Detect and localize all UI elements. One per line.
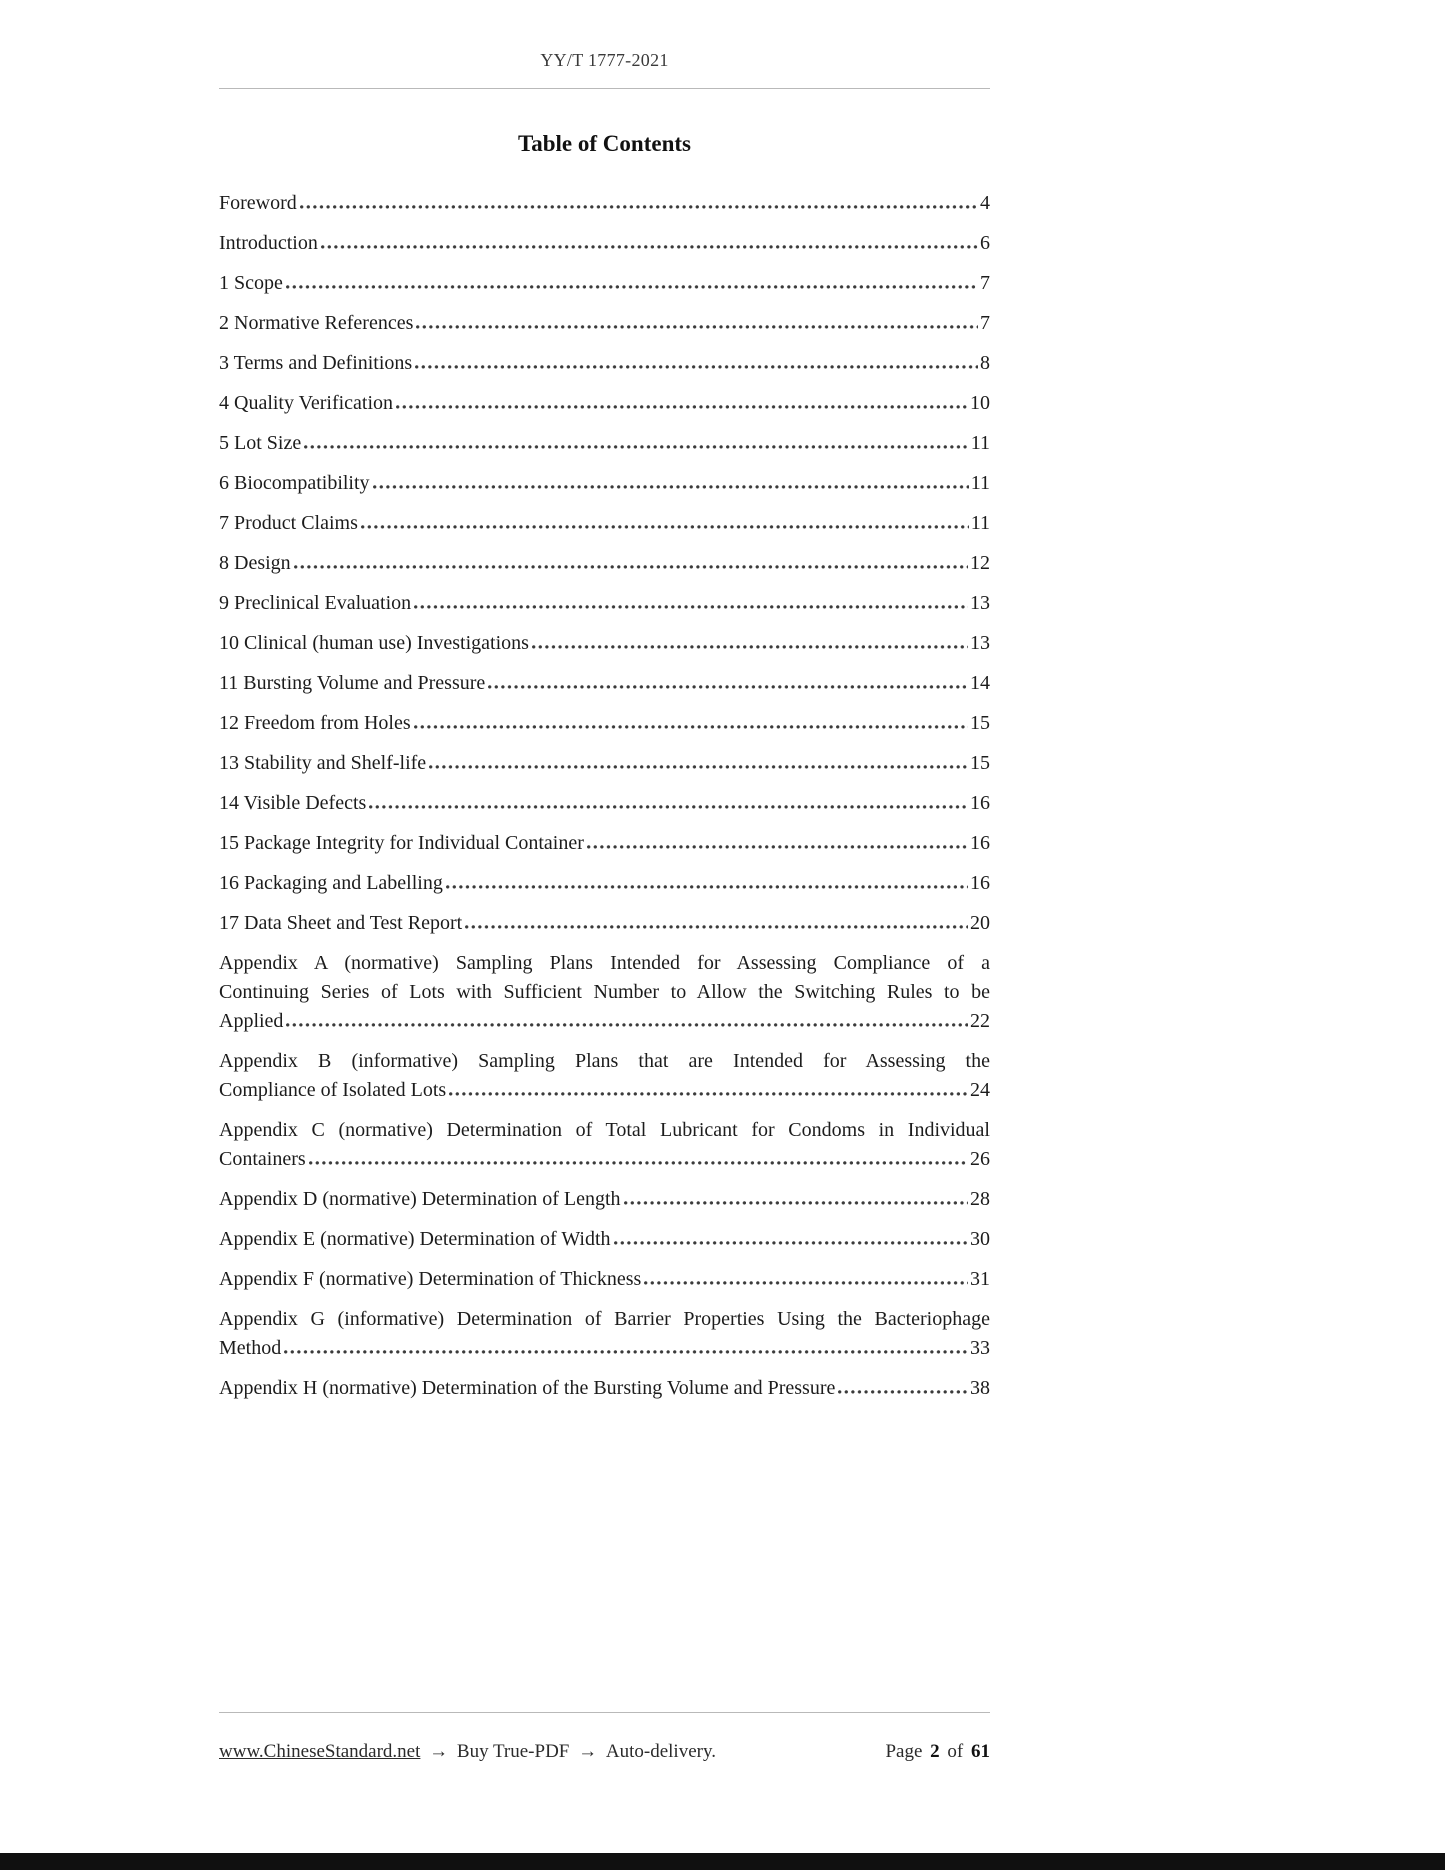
dot-leader: [644, 1281, 968, 1285]
dot-leader: [587, 845, 968, 849]
dot-leader: [361, 525, 969, 529]
toc-entry: [219, 709, 990, 738]
toc-entry-row: [219, 869, 990, 898]
toc-entry-label: 3 Terms and Definitions: [219, 352, 413, 374]
total-pages-number: 61: [971, 1741, 990, 1762]
toc-entry-page: 12: [970, 552, 990, 574]
toc-entry-row: [219, 789, 990, 818]
toc-entry-label: 17 Data Sheet and Test Report: [219, 912, 463, 934]
toc-entry-row: [219, 1076, 990, 1105]
toc-entry: [219, 389, 990, 418]
toc-entry-label: 14 Visible Defects: [219, 792, 367, 814]
toc-entry-wrap-line: Appendix G (informative) Determination of Barrier Properties Using the Bacteriophage: [219, 1308, 990, 1330]
toc-entry: [219, 1047, 990, 1105]
toc-entry-label: Appendix F (normative) Determination of Thickness: [219, 1268, 642, 1290]
toc-entry-row: [219, 469, 990, 498]
toc-entry-row: [219, 629, 990, 658]
dot-leader: [614, 1241, 968, 1245]
toc-entry-page: 28: [970, 1188, 990, 1210]
toc-entry-label: 8 Design: [219, 552, 291, 574]
toc-entry: [219, 269, 990, 298]
toc-entry-row: [219, 1145, 990, 1174]
toc-entry: [219, 469, 990, 498]
toc-entry-page: 15: [970, 752, 990, 774]
dot-leader: [532, 645, 968, 649]
toc-entry-row: [219, 429, 990, 458]
toc-entry-page: 10: [970, 392, 990, 414]
page-footer: [219, 1712, 990, 1763]
toc-entry-page: 14: [970, 672, 990, 694]
toc-entry-row: [219, 309, 990, 338]
toc-entry-page: 13: [970, 592, 990, 614]
toc-entry-label: 11 Bursting Volume and Pressure: [219, 672, 486, 694]
toc-entry-page: 7: [980, 272, 990, 294]
toc-entry: [219, 1116, 990, 1174]
toc-entry-row: [219, 1185, 990, 1214]
toc-entry: [219, 949, 990, 1036]
toc-entry-row: [219, 829, 990, 858]
toc-entry-page: 11: [970, 472, 990, 494]
toc-entry-row: [219, 269, 990, 298]
toc-entry-row: [219, 1334, 990, 1363]
toc-entry-label: Appendix D (normative) Determination of Length: [219, 1188, 621, 1210]
footer-buy-text: Buy True-PDF: [456, 1741, 570, 1762]
toc-entry-page: 16: [970, 832, 990, 854]
toc-entry-page: 30: [970, 1228, 990, 1250]
dot-leader: [294, 565, 968, 569]
dot-leader: [396, 405, 968, 409]
bottom-edge-bar: [0, 1853, 1445, 1870]
toc-entry-page: 13: [970, 632, 990, 654]
toc-entry-label: 10 Clinical (human use) Investigations: [219, 632, 529, 654]
toc-entry-row: [219, 1007, 990, 1036]
toc-entry-label: 1 Scope: [219, 272, 283, 294]
footer-delivery-text: Auto-delivery.: [605, 1741, 716, 1762]
toc-entry-label: 5 Lot Size: [219, 432, 302, 454]
dot-leader: [429, 765, 968, 769]
toc-entry-row: [219, 749, 990, 778]
toc-entry-row: [219, 229, 990, 258]
toc-entry-page: 8: [980, 352, 990, 374]
toc-list: [219, 189, 990, 1403]
toc-entry-page: 11: [970, 432, 990, 454]
toc-entry: [219, 1374, 990, 1403]
toc-entry-page: 16: [970, 872, 990, 894]
arrow-icon: →: [578, 1741, 598, 1762]
toc-entry-page: 20: [970, 912, 990, 934]
toc-entry-row: [219, 589, 990, 618]
toc-entry-row: [219, 1265, 990, 1294]
toc-entry: [219, 189, 990, 218]
toc-entry-row: [219, 669, 990, 698]
toc-entry-page: 31: [970, 1268, 990, 1290]
toc-entry-label: 16 Packaging and Labelling: [219, 872, 443, 894]
dot-leader: [465, 925, 968, 929]
dot-leader: [369, 805, 968, 809]
dot-leader: [414, 725, 968, 729]
toc-entry-row: [219, 549, 990, 578]
toc-entry-wrap-line: Appendix A (normative) Sampling Plans Intended for Assessing Compliance of a: [219, 952, 990, 974]
toc-entry: [219, 909, 990, 938]
document-header: [219, 50, 990, 71]
dot-leader: [446, 885, 968, 889]
toc-entry-label: 12 Freedom from Holes: [219, 712, 411, 734]
dot-leader: [415, 365, 978, 369]
toc-entry: [219, 749, 990, 778]
site-link[interactable]: www.ChineseStandard.net: [219, 1741, 421, 1762]
toc-entry: [219, 309, 990, 338]
arrow-icon: →: [429, 1741, 449, 1762]
toc-entry: [219, 789, 990, 818]
toc-entry-row: [219, 909, 990, 938]
toc-entry: [219, 1185, 990, 1214]
dot-leader: [321, 245, 978, 249]
toc-entry-label: 15 Package Integrity for Individual Container: [219, 832, 584, 854]
toc-entry-page: 38: [970, 1377, 990, 1399]
toc-entry-label: 9 Preclinical Evaluation: [219, 592, 412, 614]
toc-entry-label: Containers: [219, 1148, 306, 1170]
toc-entry-row: [219, 189, 990, 218]
toc-entry: [219, 669, 990, 698]
toc-entry: [219, 549, 990, 578]
doc-number: YY/T 1777-2021: [540, 50, 669, 70]
toc-entry: [219, 1305, 990, 1363]
header-divider: [219, 88, 990, 89]
page-indicator-label: Page: [885, 1741, 923, 1762]
toc-entry-page: 33: [970, 1337, 990, 1359]
dot-leader: [624, 1201, 968, 1205]
toc-entry-label: Appendix H (normative) Determination of the Bursting Volume and Pressure: [219, 1377, 836, 1399]
toc-entry-label: 7 Product Claims: [219, 512, 358, 534]
dot-leader: [416, 325, 978, 329]
toc-entry: [219, 829, 990, 858]
toc-entry: [219, 629, 990, 658]
dot-leader: [414, 605, 968, 609]
toc-entry: [219, 229, 990, 258]
toc-entry: [219, 429, 990, 458]
dot-leader: [309, 1161, 968, 1165]
current-page-number: 2: [930, 1741, 940, 1762]
toc-entry-row: [219, 509, 990, 538]
toc-entry-wrap-line: Appendix C (normative) Determination of Total Lubricant for Condoms in Individual: [219, 1119, 990, 1141]
dot-leader: [300, 205, 978, 209]
toc-entry-page: 16: [970, 792, 990, 814]
toc-entry-page: 6: [980, 232, 990, 254]
toc-entry-row: [219, 349, 990, 378]
page-indicator-of: of: [947, 1741, 964, 1762]
toc-entry: [219, 509, 990, 538]
toc-entry-label: Compliance of Isolated Lots: [219, 1079, 447, 1101]
toc-entry-label: 4 Quality Verification: [219, 392, 394, 414]
toc-entry-wrap-line: Appendix B (informative) Sampling Plans that are Intended for Assessing the: [219, 1050, 990, 1072]
dot-leader: [304, 445, 969, 449]
page-indicator: [882, 1741, 990, 1763]
dot-leader: [373, 485, 969, 489]
toc-entry-page: 26: [970, 1148, 990, 1170]
toc-entry-label: Method: [219, 1337, 282, 1359]
toc-entry-page: 7: [980, 312, 990, 334]
toc-entry-label: 13 Stability and Shelf-life: [219, 752, 427, 774]
toc-entry-page: 4: [980, 192, 990, 214]
toc-entry-row: [219, 1225, 990, 1254]
toc-entry-label: Applied: [219, 1010, 284, 1032]
toc-entry: [219, 1265, 990, 1294]
toc-entry-row: [219, 709, 990, 738]
dot-leader: [488, 685, 968, 689]
toc-entry-label: 6 Biocompatibility: [219, 472, 370, 494]
page-title: Table of Contents: [518, 131, 691, 156]
toc-entry: [219, 869, 990, 898]
toc-entry-page: 11: [970, 512, 990, 534]
toc-entry-label: Introduction: [219, 232, 318, 254]
toc-entry-page: 22: [970, 1010, 990, 1032]
dot-leader: [449, 1092, 968, 1096]
toc-entry-label: Foreword: [219, 192, 297, 214]
dot-leader: [284, 1350, 968, 1354]
toc-entry: [219, 589, 990, 618]
toc-entry-row: [219, 389, 990, 418]
toc-entry-row: [219, 1374, 990, 1403]
footer-promo: [219, 1741, 716, 1763]
toc-entry-page: 24: [970, 1079, 990, 1101]
toc-entry-wrap-line: Continuing Series of Lots with Sufficient Number to Allow the Switching Rules to be: [219, 981, 990, 1003]
dot-leader: [286, 285, 978, 289]
toc-entry: [219, 349, 990, 378]
toc-entry: [219, 1225, 990, 1254]
toc-entry-label: Appendix E (normative) Determination of Width: [219, 1228, 611, 1250]
toc-entry-page: 15: [970, 712, 990, 734]
page-content: [219, 0, 990, 1414]
dot-leader: [838, 1390, 968, 1394]
dot-leader: [286, 1023, 968, 1027]
toc-entry-label: 2 Normative References: [219, 312, 414, 334]
footer-divider: [219, 1712, 990, 1713]
